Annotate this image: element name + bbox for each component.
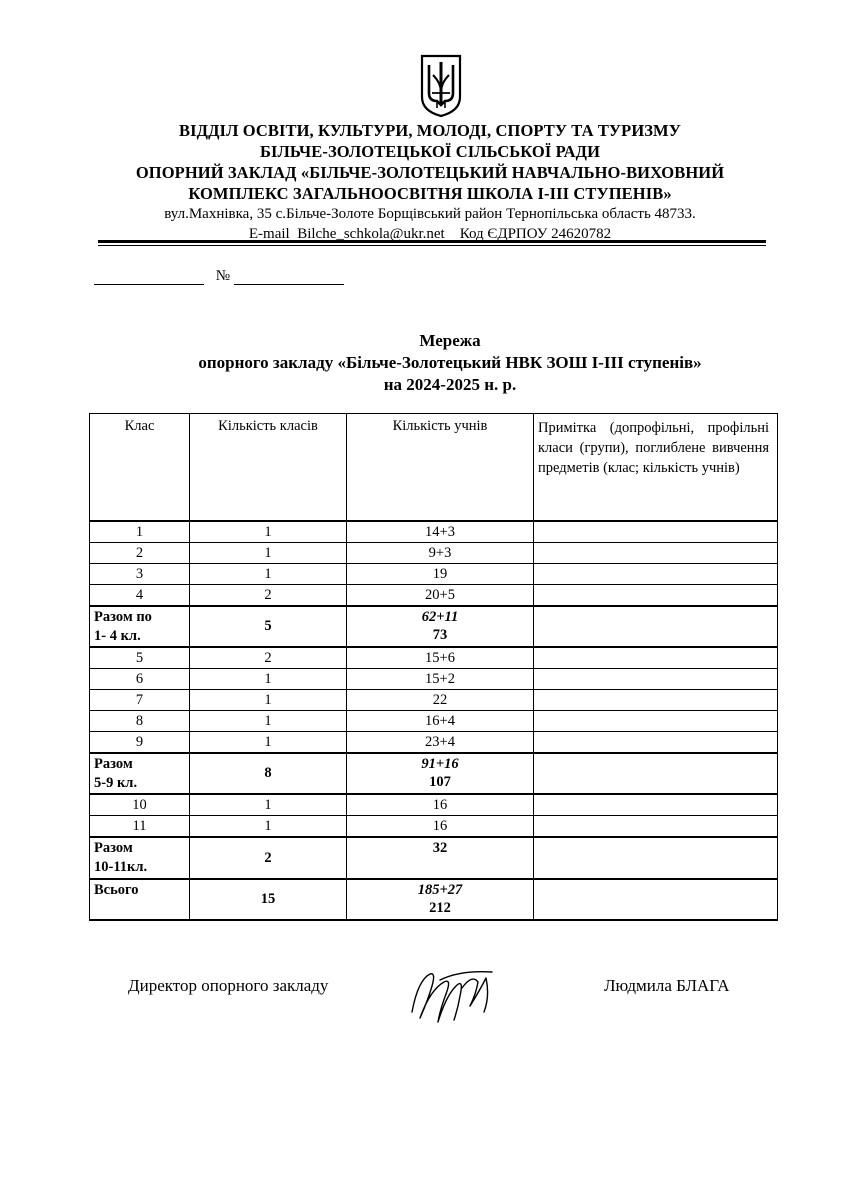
cell-students: 9+3 bbox=[347, 543, 534, 564]
header-note: Примітка (допрофільні, профільні класи (групи), поглиблене вивчення предметів (клас; кількість учнів) bbox=[534, 414, 778, 522]
registration-line bbox=[94, 268, 344, 285]
title-line: Мережа bbox=[419, 331, 481, 350]
cell-class: 2 bbox=[90, 543, 190, 564]
cell-students: 15+2 bbox=[347, 669, 534, 690]
cell-count: 1 bbox=[190, 732, 347, 754]
number-blank bbox=[234, 268, 344, 285]
cell-class: 11 bbox=[90, 816, 190, 838]
cell-count: 1 bbox=[190, 564, 347, 585]
cell-note bbox=[534, 564, 778, 585]
cell-count: 1 bbox=[190, 794, 347, 816]
total-label bbox=[90, 753, 190, 794]
table-header-row bbox=[90, 414, 778, 522]
cell-class: 1 bbox=[90, 521, 190, 543]
total-row bbox=[90, 606, 778, 647]
total-students bbox=[347, 879, 534, 920]
total-row bbox=[90, 837, 778, 879]
cell-class: 5 bbox=[90, 647, 190, 669]
total-label-line: Всього bbox=[94, 882, 139, 898]
header-address: вул.Махнівка, 35 с.Більче-Золоте Борщівський район Тернопільська область 48733. bbox=[164, 206, 696, 222]
cell-count: 1 bbox=[190, 816, 347, 838]
cell-students: 22 bbox=[347, 690, 534, 711]
title-line: опорного закладу «Більче-Золотецький НВК ЗОШ І-ІІІ ступенів» bbox=[198, 353, 702, 372]
total-students-value: 107 bbox=[429, 774, 451, 790]
total-students-sum: 62+11 bbox=[421, 609, 459, 625]
table-row bbox=[90, 564, 778, 585]
header-class-count: Кількість класів bbox=[190, 414, 347, 522]
cell-note bbox=[534, 669, 778, 690]
cell-note bbox=[534, 711, 778, 732]
cell-class: 10 bbox=[90, 794, 190, 816]
total-row bbox=[90, 753, 778, 794]
title-line: на 2024-2025 н. р. bbox=[383, 375, 517, 394]
signer-position: Директор опорного закладу bbox=[128, 976, 329, 995]
header-line: КОМПЛЕКС ЗАГАЛЬНООСВІТНЯ ШКОЛА І-ІІІ СТУПЕНІВ» bbox=[188, 184, 672, 203]
total-students bbox=[347, 606, 534, 647]
header-divider bbox=[98, 240, 766, 243]
cell-students: 14+3 bbox=[347, 521, 534, 543]
table-row bbox=[90, 794, 778, 816]
table-row bbox=[90, 521, 778, 543]
cell-count: 2 bbox=[190, 585, 347, 607]
number-sign: № bbox=[215, 268, 231, 284]
table-row bbox=[90, 690, 778, 711]
cell-students: 23+4 bbox=[347, 732, 534, 754]
cell-students: 19 bbox=[347, 564, 534, 585]
cell-note bbox=[534, 837, 778, 879]
date-blank bbox=[94, 268, 204, 285]
cell-class: 3 bbox=[90, 564, 190, 585]
grand-total-row bbox=[90, 879, 778, 920]
table-row bbox=[90, 543, 778, 564]
total-label bbox=[90, 879, 190, 920]
cell-note bbox=[534, 585, 778, 607]
cell-note bbox=[534, 816, 778, 838]
table-row bbox=[90, 647, 778, 669]
total-count: 5 bbox=[190, 606, 347, 647]
cell-students: 16 bbox=[347, 816, 534, 838]
header-line: ОПОРНИЙ ЗАКЛАД «БІЛЬЧЕ-ЗОЛОТЕЦЬКИЙ НАВЧАЛЬНО-ВИХОВНИЙ bbox=[135, 163, 725, 182]
total-label-line: Разом bbox=[94, 840, 133, 856]
cell-students: 16+4 bbox=[347, 711, 534, 732]
header-line: ВІДДІЛ ОСВІТИ, КУЛЬТУРИ, МОЛОДІ, СПОРТУ ТА ТУРИЗМУ bbox=[179, 121, 681, 140]
cell-count: 1 bbox=[190, 521, 347, 543]
cell-count: 1 bbox=[190, 711, 347, 732]
cell-class: 7 bbox=[90, 690, 190, 711]
total-students bbox=[347, 837, 534, 879]
total-label-line: 5-9 кл. bbox=[94, 775, 138, 791]
cell-class: 8 bbox=[90, 711, 190, 732]
table-row bbox=[90, 816, 778, 838]
total-label bbox=[90, 837, 190, 879]
total-label bbox=[90, 606, 190, 647]
total-count: 2 bbox=[190, 837, 347, 879]
header-line: БІЛЬЧЕ-ЗОЛОТЕЦЬКОЇ СІЛЬСЬКОЇ РАДИ bbox=[259, 142, 601, 161]
table-row bbox=[90, 585, 778, 607]
cell-note bbox=[534, 794, 778, 816]
cell-count: 1 bbox=[190, 543, 347, 564]
cell-students: 20+5 bbox=[347, 585, 534, 607]
total-label-line: 10-11кл. bbox=[94, 859, 148, 875]
total-count: 15 bbox=[190, 879, 347, 920]
cell-class: 4 bbox=[90, 585, 190, 607]
cell-note bbox=[534, 543, 778, 564]
total-count: 8 bbox=[190, 753, 347, 794]
cell-note bbox=[534, 690, 778, 711]
trident-emblem-icon bbox=[418, 53, 464, 119]
cell-note bbox=[534, 521, 778, 543]
total-label-line: Разом по bbox=[94, 609, 152, 625]
total-label-line: 1- 4 кл. bbox=[94, 628, 141, 644]
cell-count: 1 bbox=[190, 690, 347, 711]
cell-note bbox=[534, 606, 778, 647]
cell-class: 9 bbox=[90, 732, 190, 754]
table-row bbox=[90, 711, 778, 732]
cell-note bbox=[534, 753, 778, 794]
total-students-sum: 91+16 bbox=[421, 756, 459, 772]
cell-note bbox=[534, 647, 778, 669]
document-title bbox=[100, 330, 800, 396]
header-email: E-mail Bilche_schkola@ukr.net Код ЄДРПОУ 24620782 bbox=[248, 226, 612, 242]
table-row bbox=[90, 732, 778, 754]
cell-count: 1 bbox=[190, 669, 347, 690]
cell-note bbox=[534, 879, 778, 920]
header-divider-thin bbox=[98, 245, 766, 246]
table-row bbox=[90, 669, 778, 690]
total-students bbox=[347, 753, 534, 794]
total-students-value: 32 bbox=[432, 840, 448, 856]
header-student-count: Кількість учнів bbox=[347, 414, 534, 522]
institution-header bbox=[90, 120, 770, 244]
header-class: Клас bbox=[90, 414, 190, 522]
total-students-sum: 185+27 bbox=[417, 882, 463, 898]
signature-icon bbox=[400, 960, 510, 1030]
class-network-table bbox=[89, 413, 778, 921]
total-students-value: 212 bbox=[429, 900, 451, 916]
cell-students: 15+6 bbox=[347, 647, 534, 669]
cell-note bbox=[534, 732, 778, 754]
total-students-value: 73 bbox=[432, 627, 448, 643]
cell-count: 2 bbox=[190, 647, 347, 669]
total-label-line: Разом bbox=[94, 756, 133, 772]
signer-name: Людмила БЛАГА bbox=[604, 976, 730, 995]
cell-students: 16 bbox=[347, 794, 534, 816]
cell-class: 6 bbox=[90, 669, 190, 690]
